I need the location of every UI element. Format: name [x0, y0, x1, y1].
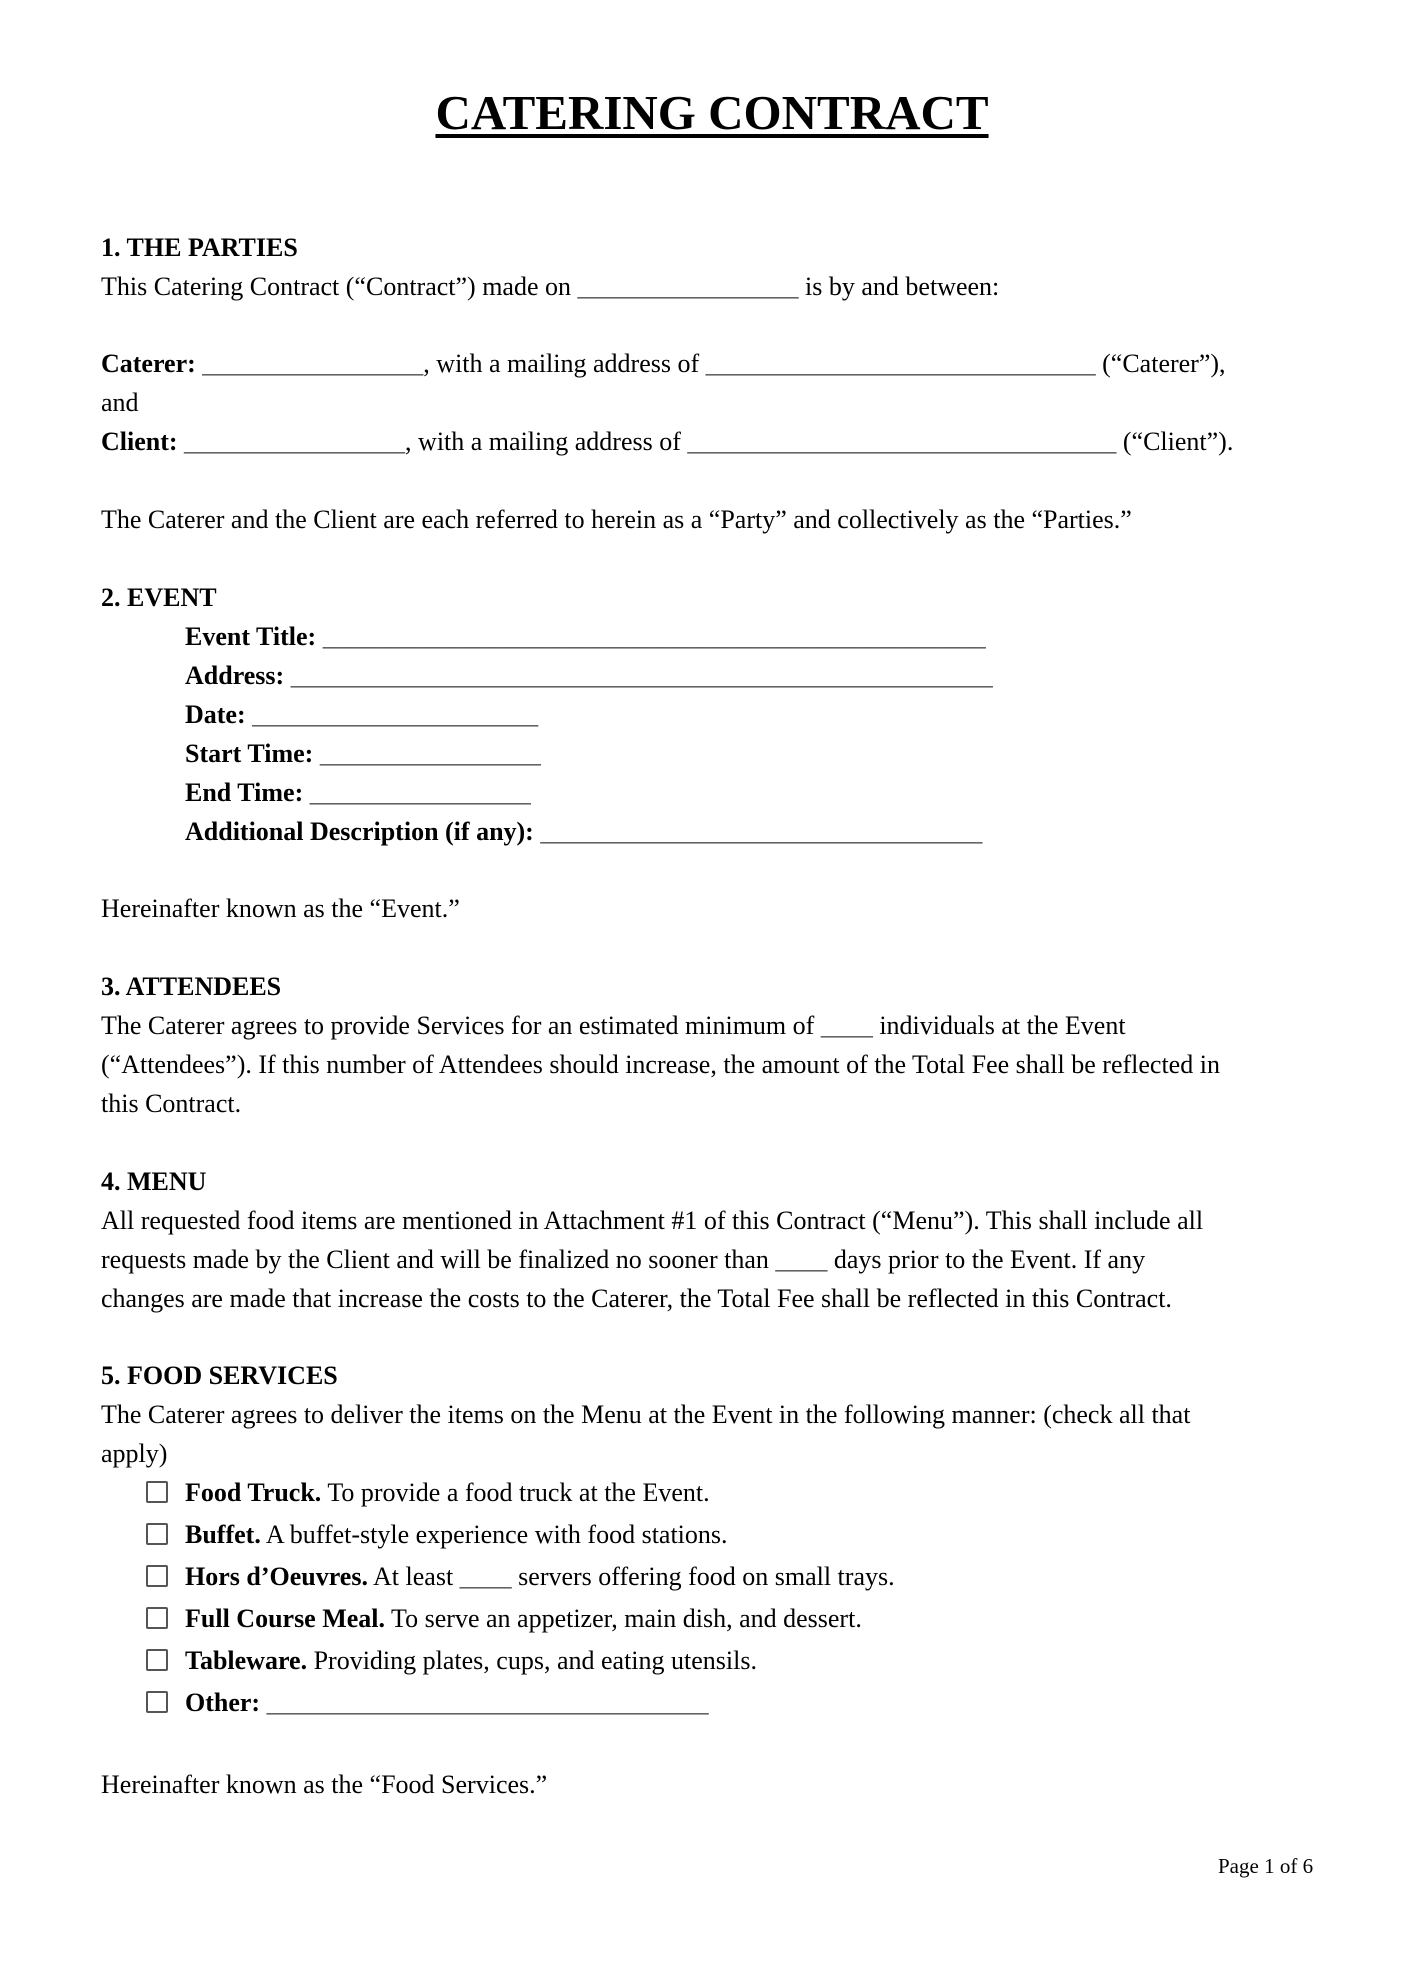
option-label: Tableware. [185, 1646, 308, 1675]
attendees-line-3: this Contract. [101, 1089, 242, 1118]
document-title [0, 84, 1424, 141]
and-text: and [101, 388, 139, 417]
client-post-text: (“Client”). [1116, 427, 1234, 456]
option-text: To serve an appetizer, main dish, and dessert. [385, 1604, 862, 1633]
client-address-blank[interactable]: _________________________________ [687, 427, 1117, 456]
attendees-line-2: (“Attendees”). If this number of Attendees should increase, the amount of the Total Fee shall be reflected in [101, 1050, 1220, 1079]
event-field-description [185, 812, 982, 851]
option-hors-doeuvres [185, 1557, 895, 1596]
option-other [185, 1683, 709, 1722]
option-tableware [185, 1641, 757, 1680]
menu-line-1: All requested food items are mentioned in Attachment #1 of this Contract (“Menu”). This shall include all [101, 1206, 1204, 1235]
page-number: Page 1 of 6 [1218, 1854, 1314, 1878]
event-date-blank[interactable]: ______________________ [245, 700, 539, 729]
option-text: A buffet-style experience with food stations. [260, 1520, 728, 1549]
option-text-pre: At least [367, 1562, 460, 1591]
event-field-label: Additional Description (if any): [185, 817, 534, 846]
checkbox-buffet[interactable] [146, 1523, 168, 1545]
event-field-end-time [185, 773, 531, 812]
attendees-text-pre: The Caterer agrees to provide Services for an estimated minimum of [101, 1011, 821, 1040]
section-heading-food-services: 5. FOOD SERVICES [101, 1361, 338, 1390]
caterer-mid-text: , with a mailing address of [423, 349, 706, 378]
event-field-label: End Time: [185, 778, 304, 807]
event-field-title [185, 617, 986, 656]
caterer-label: Caterer: [101, 349, 196, 378]
option-full-course-meal [185, 1599, 862, 1638]
menu-text-post: days prior to the Event. If any [827, 1245, 1146, 1274]
food-services-line-1: The Caterer agrees to deliver the items on the Menu at the Event in the following manner: (check all that [101, 1400, 1191, 1429]
attendees-count-blank[interactable]: ____ [820, 1011, 873, 1040]
event-field-label: Address: [185, 661, 285, 690]
intro-text-pre: This Catering Contract (“Contract”) made on [101, 272, 578, 301]
contract-intro-line [101, 267, 999, 306]
client-label: Client: [101, 427, 178, 456]
food-services-closing: Hereinafter known as the “Food Services.” [101, 1770, 548, 1799]
event-field-label: Date: [185, 700, 246, 729]
section-heading-attendees: 3. ATTENDEES [101, 972, 282, 1001]
event-closing: Hereinafter known as the “Event.” [101, 894, 460, 923]
section-heading-parties: 1. THE PARTIES [101, 233, 298, 262]
event-title-blank[interactable]: ___________________________________________________ [316, 622, 986, 651]
event-field-label: Start Time: [185, 739, 314, 768]
checkbox-other[interactable] [146, 1691, 168, 1713]
event-field-start-time [185, 734, 541, 773]
servers-count-blank[interactable]: ____ [459, 1562, 512, 1591]
checkbox-hors-doeuvres[interactable] [146, 1565, 168, 1587]
menu-line-2 [101, 1240, 1145, 1279]
document-title-text: CATERING CONTRACT [435, 85, 989, 140]
food-services-line-2: apply) [101, 1439, 168, 1468]
event-description-blank[interactable]: __________________________________ [533, 817, 983, 846]
option-text-post: servers offering food on small trays. [511, 1562, 895, 1591]
event-end-time-blank[interactable]: _________________ [303, 778, 531, 807]
event-field-date [185, 695, 538, 734]
caterer-post-text: (“Caterer”), [1095, 349, 1226, 378]
caterer-name-blank[interactable]: _________________ [195, 349, 424, 378]
client-name-blank[interactable]: _________________ [177, 427, 406, 456]
checkbox-food-truck[interactable] [146, 1481, 168, 1503]
event-field-label: Event Title: [185, 622, 317, 651]
client-mid-text: , with a mailing address of [405, 427, 688, 456]
attendees-text-post: individuals at the Event [872, 1011, 1126, 1040]
contract-date-blank[interactable]: _________________ [577, 272, 799, 301]
option-label: Food Truck. [185, 1478, 322, 1507]
section-heading-menu: 4. MENU [101, 1167, 207, 1196]
menu-days-blank[interactable]: ____ [775, 1245, 828, 1274]
option-label: Other: [185, 1688, 261, 1717]
other-blank[interactable]: __________________________________ [260, 1688, 709, 1717]
caterer-address-blank[interactable]: ______________________________ [705, 349, 1096, 378]
intro-text-post: is by and between: [798, 272, 1000, 301]
option-label: Buffet. [185, 1520, 261, 1549]
caterer-line [101, 344, 1226, 383]
checkbox-tableware[interactable] [146, 1649, 168, 1671]
event-address-blank[interactable]: ______________________________________________________ [284, 661, 993, 690]
menu-line-3: changes are made that increase the costs to the Caterer, the Total Fee shall be reflected in this Contract. [101, 1284, 1172, 1313]
menu-text-pre: requests made by the Client and will be finalized no sooner than [101, 1245, 776, 1274]
section-heading-event: 2. EVENT [101, 583, 217, 612]
attendees-line-1 [101, 1006, 1126, 1045]
option-buffet [185, 1515, 728, 1554]
option-label: Full Course Meal. [185, 1604, 386, 1633]
event-field-address [185, 656, 993, 695]
option-label: Hors d’Oeuvres. [185, 1562, 368, 1591]
option-food-truck [185, 1473, 710, 1512]
checkbox-full-course-meal[interactable] [146, 1607, 168, 1629]
event-start-time-blank[interactable]: _________________ [313, 739, 541, 768]
option-text: To provide a food truck at the Event. [321, 1478, 710, 1507]
option-text: Providing plates, cups, and eating utensils. [307, 1646, 757, 1675]
parties-definition: The Caterer and the Client are each referred to herein as a “Party” and collectively as the “Parties.” [101, 505, 1132, 534]
client-line [101, 422, 1233, 461]
